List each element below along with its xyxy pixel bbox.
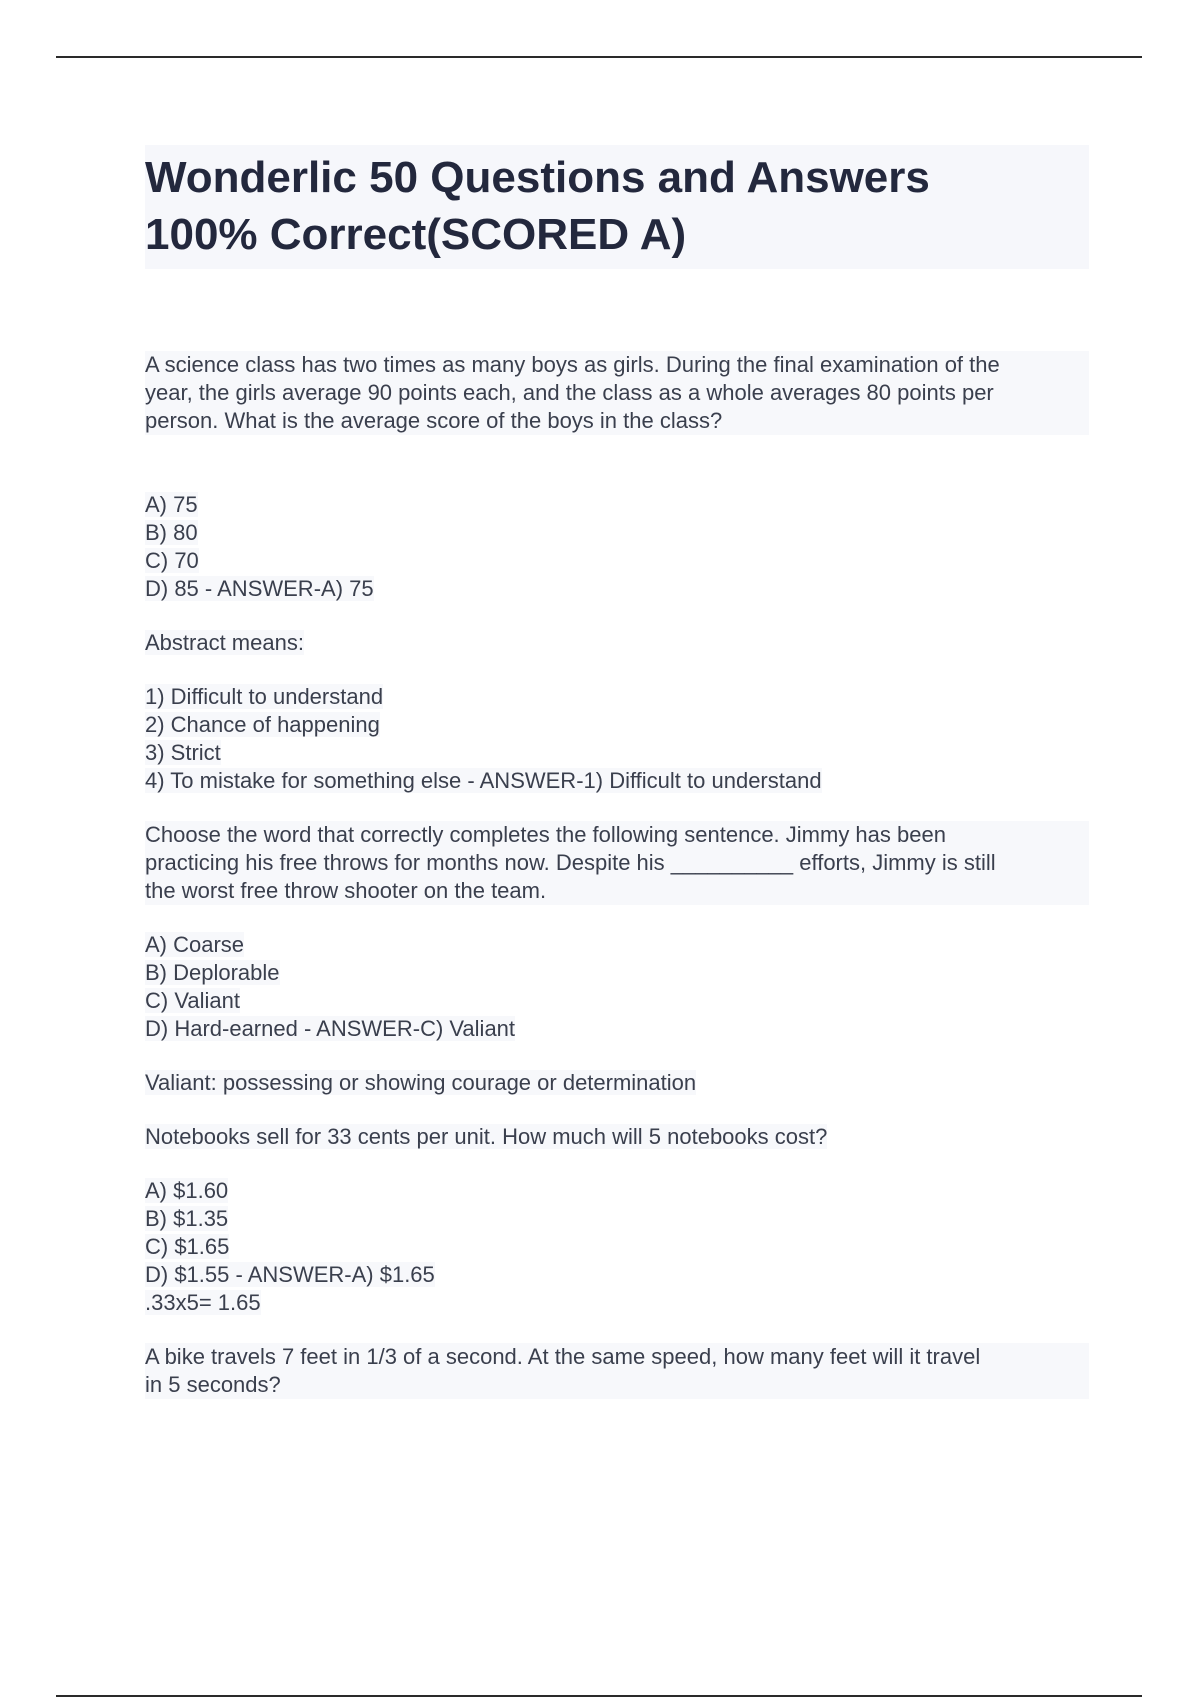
option-item: B) $1.35 xyxy=(145,1206,229,1231)
option-item: A) 75 xyxy=(145,492,198,517)
title-line-2: 100% Correct(SCORED A) xyxy=(145,210,687,259)
option-item: B) 80 xyxy=(145,520,198,545)
top-rule xyxy=(56,56,1142,58)
question-5-text xyxy=(145,1343,1089,1399)
question-2-options xyxy=(145,683,1089,795)
question-line: A bike travels 7 feet in 1/3 of a second. At the same speed, how many feet will it travel xyxy=(145,1344,981,1369)
document-body xyxy=(145,145,1089,1399)
document-title xyxy=(145,145,1089,269)
option-answer: D) Hard-earned - ANSWER-C) Valiant xyxy=(145,1016,516,1041)
option-item: B) Deplorable xyxy=(145,960,280,985)
option-answer: D) 85 - ANSWER-A) 75 xyxy=(145,576,374,601)
question-line: A science class has two times as many boys as girls. During the final examination of the xyxy=(145,352,1000,377)
option-item: C) 70 xyxy=(145,548,199,573)
question-line: in 5 seconds? xyxy=(145,1372,281,1397)
title-line-1: Wonderlic 50 Questions and Answers xyxy=(145,153,930,202)
question-3-note xyxy=(145,1069,1089,1097)
definition-note: Valiant: possessing or showing courage or determination xyxy=(145,1070,697,1095)
option-item: 1) Difficult to understand xyxy=(145,684,384,709)
question-line: Abstract means: xyxy=(145,630,304,655)
option-item: C) Valiant xyxy=(145,988,240,1013)
question-4-text xyxy=(145,1123,1089,1151)
question-1-text xyxy=(145,351,1089,435)
question-line: year, the girls average 90 points each, and the class as a whole averages 80 points per xyxy=(145,380,994,405)
option-answer: D) $1.55 - ANSWER-A) $1.65 xyxy=(145,1262,435,1287)
option-item: A) Coarse xyxy=(145,932,245,957)
option-item: C) $1.65 xyxy=(145,1234,230,1259)
bottom-rule xyxy=(56,1695,1142,1697)
question-line: practicing his free throws for months now. Despite his __________ efforts, Jimmy is still xyxy=(145,850,996,875)
question-3-options xyxy=(145,931,1089,1043)
question-4-options xyxy=(145,1177,1089,1317)
question-2-text xyxy=(145,629,1089,657)
question-3-text xyxy=(145,821,1089,905)
calculation-note: .33x5= 1.65 xyxy=(145,1290,261,1315)
option-item: 3) Strict xyxy=(145,740,221,765)
question-1-options xyxy=(145,491,1089,603)
option-item: 2) Chance of happening xyxy=(145,712,380,737)
option-item: A) $1.60 xyxy=(145,1178,229,1203)
question-line: the worst free throw shooter on the team. xyxy=(145,878,547,903)
question-line: Choose the word that correctly completes the following sentence. Jimmy has been xyxy=(145,822,946,847)
question-line: Notebooks sell for 33 cents per unit. How much will 5 notebooks cost? xyxy=(145,1124,828,1149)
option-answer: 4) To mistake for something else - ANSWER-1) Difficult to understand xyxy=(145,768,822,793)
question-line: person. What is the average score of the boys in the class? xyxy=(145,408,723,433)
